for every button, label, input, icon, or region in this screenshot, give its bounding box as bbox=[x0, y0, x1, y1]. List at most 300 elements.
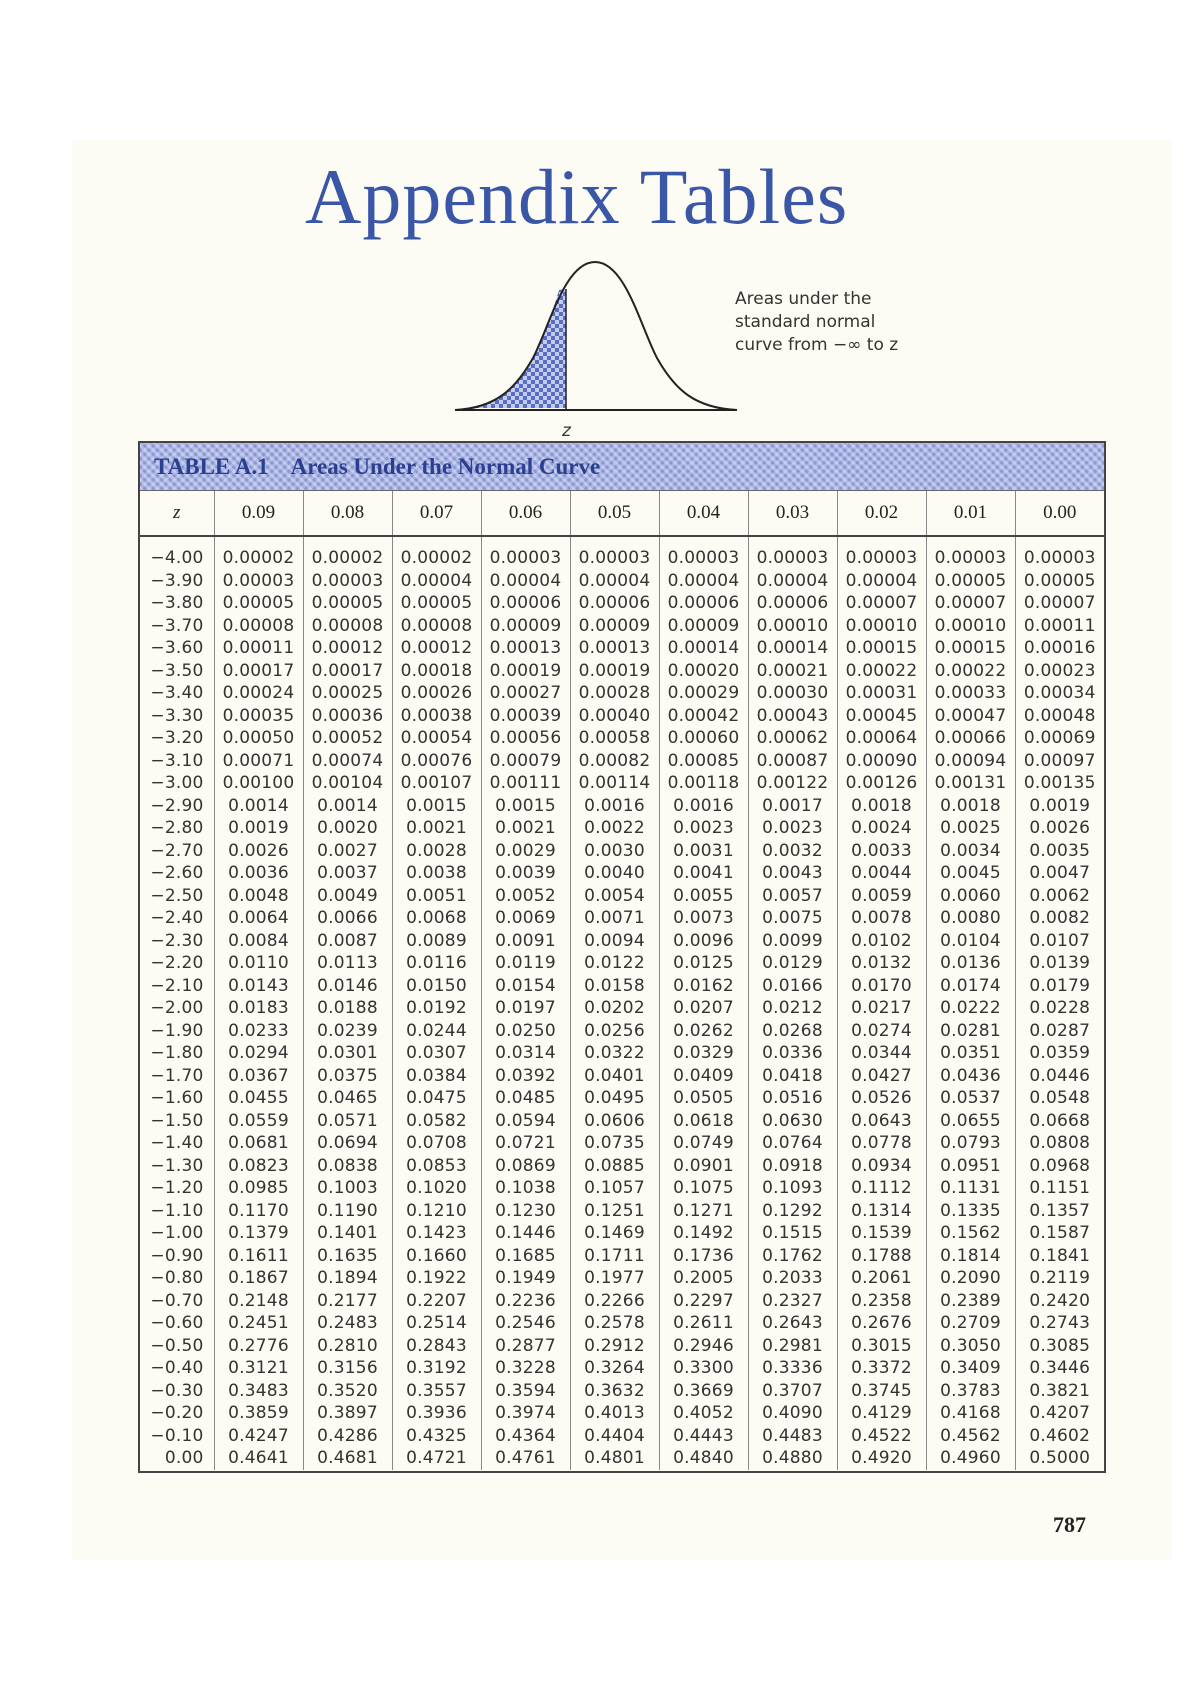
area-cell: 0.0089 bbox=[392, 930, 481, 953]
area-cell: 0.2207 bbox=[392, 1290, 481, 1313]
area-cell: 0.1314 bbox=[837, 1200, 926, 1223]
area-cell: 0.0125 bbox=[659, 952, 748, 975]
table-banner bbox=[140, 443, 1104, 491]
table-row bbox=[140, 1245, 1104, 1268]
area-cell: 0.0793 bbox=[926, 1132, 1015, 1155]
z-value-cell: −0.70 bbox=[140, 1290, 214, 1313]
area-cell: 0.4247 bbox=[214, 1425, 303, 1448]
area-cell: 0.4721 bbox=[392, 1447, 481, 1470]
column-header: 0.09 bbox=[214, 491, 303, 536]
area-cell: 0.0212 bbox=[748, 997, 837, 1020]
area-cell: 0.0256 bbox=[570, 1020, 659, 1043]
area-cell: 0.00006 bbox=[481, 592, 570, 615]
area-cell: 0.00010 bbox=[837, 615, 926, 638]
area-cell: 0.2843 bbox=[392, 1335, 481, 1358]
area-cell: 0.0062 bbox=[1029, 885, 1091, 906]
area-cell: 0.0113 bbox=[303, 952, 392, 975]
z-value-cell: 0.00 bbox=[140, 1447, 214, 1470]
area-cell: 0.0668 bbox=[1029, 1110, 1091, 1131]
area-cell: 0.1660 bbox=[392, 1245, 481, 1268]
area-cell: 0.2451 bbox=[214, 1312, 303, 1335]
area-cell: 0.0048 bbox=[214, 885, 303, 908]
area-cell: 0.00094 bbox=[926, 750, 1015, 773]
area-cell: 0.00013 bbox=[570, 637, 659, 660]
table-row bbox=[140, 1155, 1104, 1178]
area-cell: 0.4801 bbox=[570, 1447, 659, 1470]
area-cell: 0.0027 bbox=[303, 840, 392, 863]
area-cell: 0.00039 bbox=[481, 705, 570, 728]
area-cell: 0.00005 bbox=[926, 570, 1015, 593]
area-cell: 0.0606 bbox=[570, 1110, 659, 1133]
area-cell: 0.0594 bbox=[481, 1110, 570, 1133]
area-cell: 0.0918 bbox=[748, 1155, 837, 1178]
area-cell: 0.3483 bbox=[214, 1380, 303, 1403]
table-id: TABLE A.1 bbox=[154, 453, 269, 479]
area-cell: 0.3409 bbox=[926, 1357, 1015, 1380]
caption-line: Areas under the bbox=[735, 289, 872, 309]
z-value-cell: −1.70 bbox=[140, 1065, 214, 1088]
table-row bbox=[140, 682, 1104, 705]
area-cell: 0.00003 bbox=[303, 570, 392, 593]
area-cell: 0.00003 bbox=[1023, 548, 1096, 569]
area-cell: 0.4960 bbox=[926, 1447, 1015, 1470]
area-cell: 0.3669 bbox=[659, 1380, 748, 1403]
area-cell: 0.00005 bbox=[1023, 570, 1096, 591]
area-cell: 0.1711 bbox=[570, 1245, 659, 1268]
z-value-cell: −1.80 bbox=[140, 1042, 214, 1065]
area-cell: 0.0066 bbox=[303, 907, 392, 930]
area-cell: 0.0037 bbox=[303, 862, 392, 885]
area-cell: 0.00009 bbox=[481, 615, 570, 638]
area-cell: 0.0015 bbox=[481, 795, 570, 818]
area-cell: 0.00069 bbox=[1023, 728, 1096, 749]
area-cell: 0.1492 bbox=[659, 1222, 748, 1245]
area-cell: 0.00090 bbox=[837, 750, 926, 773]
area-cell: 0.0838 bbox=[303, 1155, 392, 1178]
z-value-cell: −3.90 bbox=[140, 570, 214, 593]
area-cell: 0.2327 bbox=[748, 1290, 837, 1313]
z-value-cell: −3.10 bbox=[140, 750, 214, 773]
area-cell: 0.0351 bbox=[926, 1042, 1015, 1065]
area-cell: 0.0054 bbox=[570, 885, 659, 908]
area-cell: 0.3783 bbox=[926, 1380, 1015, 1403]
table-row bbox=[140, 1065, 1104, 1088]
area-cell: 0.0630 bbox=[748, 1110, 837, 1133]
area-cell: 0.00047 bbox=[926, 705, 1015, 728]
area-cell: 0.00013 bbox=[481, 637, 570, 660]
area-cell: 0.00017 bbox=[303, 660, 392, 683]
area-cell: 0.00076 bbox=[392, 750, 481, 773]
area-cell: 0.3745 bbox=[837, 1380, 926, 1403]
normal-table bbox=[138, 441, 1106, 1473]
area-cell: 0.1635 bbox=[303, 1245, 392, 1268]
table-row bbox=[140, 637, 1104, 660]
area-cell: 0.3859 bbox=[214, 1402, 303, 1425]
area-cell: 0.00028 bbox=[570, 682, 659, 705]
area-cell: 0.1949 bbox=[481, 1267, 570, 1290]
area-cell: 0.3632 bbox=[570, 1380, 659, 1403]
page-number: 787 bbox=[1053, 1512, 1086, 1537]
area-cell: 0.0071 bbox=[570, 907, 659, 930]
area-cell: 0.0094 bbox=[570, 930, 659, 953]
area-cell: 0.0029 bbox=[481, 840, 570, 863]
area-cell: 0.4052 bbox=[659, 1402, 748, 1425]
area-cell: 0.0749 bbox=[659, 1132, 748, 1155]
area-cell: 0.3372 bbox=[837, 1357, 926, 1380]
area-cell: 0.0885 bbox=[570, 1155, 659, 1178]
column-header: 0.04 bbox=[659, 491, 748, 536]
area-cell: 0.2643 bbox=[748, 1312, 837, 1335]
area-cell: 0.4641 bbox=[214, 1447, 303, 1470]
area-cell: 0.3085 bbox=[1029, 1335, 1091, 1356]
z-value-cell: −0.90 bbox=[140, 1245, 214, 1268]
area-cell: 0.00027 bbox=[481, 682, 570, 705]
area-cell: 0.00012 bbox=[303, 637, 392, 660]
area-cell: 0.00036 bbox=[303, 705, 392, 728]
area-cell: 0.0136 bbox=[926, 952, 1015, 975]
z-table bbox=[140, 491, 1104, 1470]
z-value-cell: −0.80 bbox=[140, 1267, 214, 1290]
z-value-cell: −3.40 bbox=[140, 682, 214, 705]
area-cell: 0.00008 bbox=[303, 615, 392, 638]
area-cell: 0.0162 bbox=[659, 975, 748, 998]
area-cell: 0.00033 bbox=[926, 682, 1015, 705]
area-cell: 0.0336 bbox=[748, 1042, 837, 1065]
area-cell: 0.2483 bbox=[303, 1312, 392, 1335]
area-cell: 0.4286 bbox=[303, 1425, 392, 1448]
area-cell: 0.0322 bbox=[570, 1042, 659, 1065]
area-cell: 0.2743 bbox=[1029, 1313, 1091, 1334]
area-cell: 0.0951 bbox=[926, 1155, 1015, 1178]
area-cell: 0.0823 bbox=[214, 1155, 303, 1178]
column-header: 0.06 bbox=[481, 491, 570, 536]
area-cell: 0.3821 bbox=[1029, 1380, 1091, 1401]
area-cell: 0.00002 bbox=[214, 536, 303, 570]
area-cell: 0.00040 bbox=[570, 705, 659, 728]
area-cell: 0.0051 bbox=[392, 885, 481, 908]
z-value-cell: −1.50 bbox=[140, 1110, 214, 1133]
area-cell: 0.0392 bbox=[481, 1065, 570, 1088]
page-title: Appendix Tables bbox=[305, 153, 849, 240]
area-cell: 0.0073 bbox=[659, 907, 748, 930]
area-cell: 0.0764 bbox=[748, 1132, 837, 1155]
area-cell: 0.0170 bbox=[837, 975, 926, 998]
column-header: 0.00 bbox=[1015, 491, 1104, 536]
area-cell: 0.2090 bbox=[926, 1267, 1015, 1290]
area-cell: 0.0217 bbox=[837, 997, 926, 1020]
area-cell: 0.0694 bbox=[303, 1132, 392, 1155]
area-cell: 0.0043 bbox=[748, 862, 837, 885]
area-cell: 0.0294 bbox=[214, 1042, 303, 1065]
z-value-cell: −2.70 bbox=[140, 840, 214, 863]
area-cell: 0.0250 bbox=[481, 1020, 570, 1043]
z-value-cell: −1.90 bbox=[140, 1020, 214, 1043]
area-cell: 0.4364 bbox=[481, 1425, 570, 1448]
area-cell: 0.2033 bbox=[748, 1267, 837, 1290]
z-value-cell: −3.30 bbox=[140, 705, 214, 728]
area-cell: 0.1562 bbox=[926, 1222, 1015, 1245]
z-value-cell: −1.00 bbox=[140, 1222, 214, 1245]
area-cell: 0.00038 bbox=[392, 705, 481, 728]
area-cell: 0.4325 bbox=[392, 1425, 481, 1448]
area-cell: 0.00054 bbox=[392, 727, 481, 750]
area-cell: 0.3594 bbox=[481, 1380, 570, 1403]
area-cell: 0.3228 bbox=[481, 1357, 570, 1380]
table-row bbox=[140, 705, 1104, 728]
area-cell: 0.0643 bbox=[837, 1110, 926, 1133]
z-value-cell: −0.20 bbox=[140, 1402, 214, 1425]
area-cell: 0.0262 bbox=[659, 1020, 748, 1043]
area-cell: 0.1112 bbox=[837, 1177, 926, 1200]
area-cell: 0.0455 bbox=[214, 1087, 303, 1110]
area-cell: 0.00011 bbox=[214, 637, 303, 660]
area-cell: 0.2981 bbox=[748, 1335, 837, 1358]
table-row bbox=[140, 817, 1104, 840]
area-cell: 0.00005 bbox=[392, 592, 481, 615]
area-cell: 0.0080 bbox=[926, 907, 1015, 930]
table-row bbox=[140, 615, 1104, 638]
area-cell: 0.1736 bbox=[659, 1245, 748, 1268]
area-cell: 0.0188 bbox=[303, 997, 392, 1020]
area-cell: 0.0035 bbox=[1029, 840, 1091, 861]
area-cell: 0.0485 bbox=[481, 1087, 570, 1110]
area-cell: 0.0059 bbox=[837, 885, 926, 908]
area-cell: 0.00004 bbox=[481, 570, 570, 593]
area-cell: 0.0559 bbox=[214, 1110, 303, 1133]
area-cell: 0.00003 bbox=[570, 536, 659, 570]
area-cell: 0.00079 bbox=[481, 750, 570, 773]
area-cell: 0.0207 bbox=[659, 997, 748, 1020]
area-cell: 0.2676 bbox=[837, 1312, 926, 1335]
area-cell: 0.2389 bbox=[926, 1290, 1015, 1313]
area-cell: 0.2177 bbox=[303, 1290, 392, 1313]
area-cell: 0.2266 bbox=[570, 1290, 659, 1313]
area-cell: 0.1446 bbox=[481, 1222, 570, 1245]
area-cell: 0.00029 bbox=[659, 682, 748, 705]
area-cell: 0.00002 bbox=[392, 536, 481, 570]
area-cell: 0.1922 bbox=[392, 1267, 481, 1290]
area-cell: 0.00004 bbox=[392, 570, 481, 593]
area-cell: 0.0655 bbox=[926, 1110, 1015, 1133]
table-row bbox=[140, 1447, 1104, 1470]
area-cell: 0.0681 bbox=[214, 1132, 303, 1155]
area-cell: 0.1788 bbox=[837, 1245, 926, 1268]
area-cell: 0.0571 bbox=[303, 1110, 392, 1133]
area-cell: 0.0475 bbox=[392, 1087, 481, 1110]
z-value-cell: −3.20 bbox=[140, 727, 214, 750]
area-cell: 0.1685 bbox=[481, 1245, 570, 1268]
area-cell: 0.00003 bbox=[214, 570, 303, 593]
area-cell: 0.0023 bbox=[659, 817, 748, 840]
area-cell: 0.0038 bbox=[392, 862, 481, 885]
area-cell: 0.4602 bbox=[1029, 1425, 1091, 1446]
area-cell: 0.2514 bbox=[392, 1312, 481, 1335]
area-cell: 0.0044 bbox=[837, 862, 926, 885]
z-value-cell: −2.90 bbox=[140, 795, 214, 818]
area-cell: 0.2946 bbox=[659, 1335, 748, 1358]
area-cell: 0.0287 bbox=[1029, 1020, 1091, 1041]
table-row bbox=[140, 1267, 1104, 1290]
area-cell: 0.0018 bbox=[837, 795, 926, 818]
area-cell: 0.1292 bbox=[748, 1200, 837, 1223]
area-cell: 0.0537 bbox=[926, 1087, 1015, 1110]
area-cell: 0.2148 bbox=[214, 1290, 303, 1313]
area-cell: 0.0017 bbox=[748, 795, 837, 818]
z-value-cell: −4.00 bbox=[140, 536, 214, 570]
area-cell: 0.00107 bbox=[392, 772, 481, 795]
area-cell: 0.0040 bbox=[570, 862, 659, 885]
area-cell: 0.3015 bbox=[837, 1335, 926, 1358]
area-cell: 0.0045 bbox=[926, 862, 1015, 885]
z-value-cell: −2.00 bbox=[140, 997, 214, 1020]
area-cell: 0.4681 bbox=[303, 1447, 392, 1470]
table-row bbox=[140, 750, 1104, 773]
area-cell: 0.0055 bbox=[659, 885, 748, 908]
area-cell: 0.1093 bbox=[748, 1177, 837, 1200]
area-cell: 0.0384 bbox=[392, 1065, 481, 1088]
area-cell: 0.00004 bbox=[659, 570, 748, 593]
area-cell: 0.00126 bbox=[837, 772, 926, 795]
area-cell: 0.1151 bbox=[1029, 1178, 1091, 1199]
area-cell: 0.3936 bbox=[392, 1402, 481, 1425]
area-cell: 0.1423 bbox=[392, 1222, 481, 1245]
area-cell: 0.3050 bbox=[926, 1335, 1015, 1358]
z-value-cell: −3.60 bbox=[140, 637, 214, 660]
area-cell: 0.0022 bbox=[570, 817, 659, 840]
area-cell: 0.0084 bbox=[214, 930, 303, 953]
column-header: 0.02 bbox=[837, 491, 926, 536]
area-cell: 0.0091 bbox=[481, 930, 570, 953]
area-cell: 0.1271 bbox=[659, 1200, 748, 1223]
area-cell: 0.0202 bbox=[570, 997, 659, 1020]
area-cell: 0.00015 bbox=[926, 637, 1015, 660]
area-cell: 0.0359 bbox=[1029, 1043, 1091, 1064]
area-cell: 0.00060 bbox=[659, 727, 748, 750]
area-cell: 0.1230 bbox=[481, 1200, 570, 1223]
area-cell: 0.0375 bbox=[303, 1065, 392, 1088]
area-cell: 0.1190 bbox=[303, 1200, 392, 1223]
area-cell: 0.2005 bbox=[659, 1267, 748, 1290]
z-value-cell: −0.40 bbox=[140, 1357, 214, 1380]
area-cell: 0.1379 bbox=[214, 1222, 303, 1245]
area-cell: 0.00005 bbox=[214, 592, 303, 615]
area-cell: 0.00014 bbox=[748, 637, 837, 660]
area-cell: 0.0096 bbox=[659, 930, 748, 953]
area-cell: 0.0082 bbox=[1029, 908, 1091, 929]
area-cell: 0.00050 bbox=[214, 727, 303, 750]
area-cell: 0.4129 bbox=[837, 1402, 926, 1425]
area-cell: 0.0495 bbox=[570, 1087, 659, 1110]
area-cell: 0.00007 bbox=[926, 592, 1015, 615]
area-cell: 0.00074 bbox=[303, 750, 392, 773]
area-cell: 0.0102 bbox=[837, 930, 926, 953]
area-cell: 0.00003 bbox=[659, 536, 748, 570]
area-cell: 0.1210 bbox=[392, 1200, 481, 1223]
area-cell: 0.0239 bbox=[303, 1020, 392, 1043]
area-cell: 0.0028 bbox=[392, 840, 481, 863]
area-cell: 0.0808 bbox=[1029, 1133, 1091, 1154]
area-cell: 0.00004 bbox=[837, 570, 926, 593]
table-row bbox=[140, 907, 1104, 930]
area-cell: 0.00064 bbox=[837, 727, 926, 750]
area-cell: 0.1170 bbox=[214, 1200, 303, 1223]
area-cell: 0.2776 bbox=[214, 1335, 303, 1358]
table-row bbox=[140, 1020, 1104, 1043]
area-cell: 0.0064 bbox=[214, 907, 303, 930]
column-header: 0.01 bbox=[926, 491, 1015, 536]
area-cell: 0.0618 bbox=[659, 1110, 748, 1133]
area-cell: 0.3557 bbox=[392, 1380, 481, 1403]
area-cell: 0.00100 bbox=[214, 772, 303, 795]
area-cell: 0.2546 bbox=[481, 1312, 570, 1335]
area-cell: 0.0057 bbox=[748, 885, 837, 908]
area-cell: 0.1038 bbox=[481, 1177, 570, 1200]
area-cell: 0.00012 bbox=[392, 637, 481, 660]
area-cell: 0.0087 bbox=[303, 930, 392, 953]
area-cell: 0.00003 bbox=[748, 536, 837, 570]
area-cell: 0.4168 bbox=[926, 1402, 1015, 1425]
z-value-cell: −3.00 bbox=[140, 772, 214, 795]
area-cell: 0.00003 bbox=[481, 536, 570, 570]
area-cell: 0.0139 bbox=[1029, 953, 1091, 974]
table-row bbox=[140, 997, 1104, 1020]
area-cell: 0.0158 bbox=[570, 975, 659, 998]
area-cell: 0.0110 bbox=[214, 952, 303, 975]
z-value-cell: −1.60 bbox=[140, 1087, 214, 1110]
area-cell: 0.00006 bbox=[748, 592, 837, 615]
z-value-cell: −0.30 bbox=[140, 1380, 214, 1403]
table-row bbox=[140, 1177, 1104, 1200]
area-cell: 0.0446 bbox=[1029, 1065, 1091, 1086]
area-cell: 0.00011 bbox=[1023, 615, 1096, 636]
table-row bbox=[140, 795, 1104, 818]
area-cell: 0.0026 bbox=[214, 840, 303, 863]
area-cell: 0.0036 bbox=[214, 862, 303, 885]
area-cell: 0.1539 bbox=[837, 1222, 926, 1245]
area-cell: 0.0329 bbox=[659, 1042, 748, 1065]
area-cell: 0.0150 bbox=[392, 975, 481, 998]
area-cell: 0.00122 bbox=[748, 772, 837, 795]
table-row bbox=[140, 840, 1104, 863]
area-cell: 0.00006 bbox=[570, 592, 659, 615]
area-cell: 0.0179 bbox=[1029, 975, 1091, 996]
z-value-cell: −3.80 bbox=[140, 592, 214, 615]
area-cell: 0.1401 bbox=[303, 1222, 392, 1245]
area-cell: 0.2578 bbox=[570, 1312, 659, 1335]
area-cell: 0.4090 bbox=[748, 1402, 837, 1425]
z-value-cell: −2.60 bbox=[140, 862, 214, 885]
area-cell: 0.00135 bbox=[1023, 773, 1096, 794]
table-row bbox=[140, 772, 1104, 795]
table-row bbox=[140, 592, 1104, 615]
area-cell: 0.0174 bbox=[926, 975, 1015, 998]
area-cell: 0.3707 bbox=[748, 1380, 837, 1403]
area-cell: 0.0869 bbox=[481, 1155, 570, 1178]
area-cell: 0.1469 bbox=[570, 1222, 659, 1245]
area-cell: 0.4920 bbox=[837, 1447, 926, 1470]
area-cell: 0.0021 bbox=[392, 817, 481, 840]
table-row bbox=[140, 536, 1104, 570]
area-cell: 0.0409 bbox=[659, 1065, 748, 1088]
area-cell: 0.00017 bbox=[214, 660, 303, 683]
area-cell: 0.00018 bbox=[392, 660, 481, 683]
table-row bbox=[140, 1335, 1104, 1358]
area-cell: 0.00058 bbox=[570, 727, 659, 750]
area-cell: 0.4522 bbox=[837, 1425, 926, 1448]
area-cell: 0.2297 bbox=[659, 1290, 748, 1313]
area-cell: 0.00062 bbox=[748, 727, 837, 750]
header-row bbox=[140, 491, 1104, 536]
